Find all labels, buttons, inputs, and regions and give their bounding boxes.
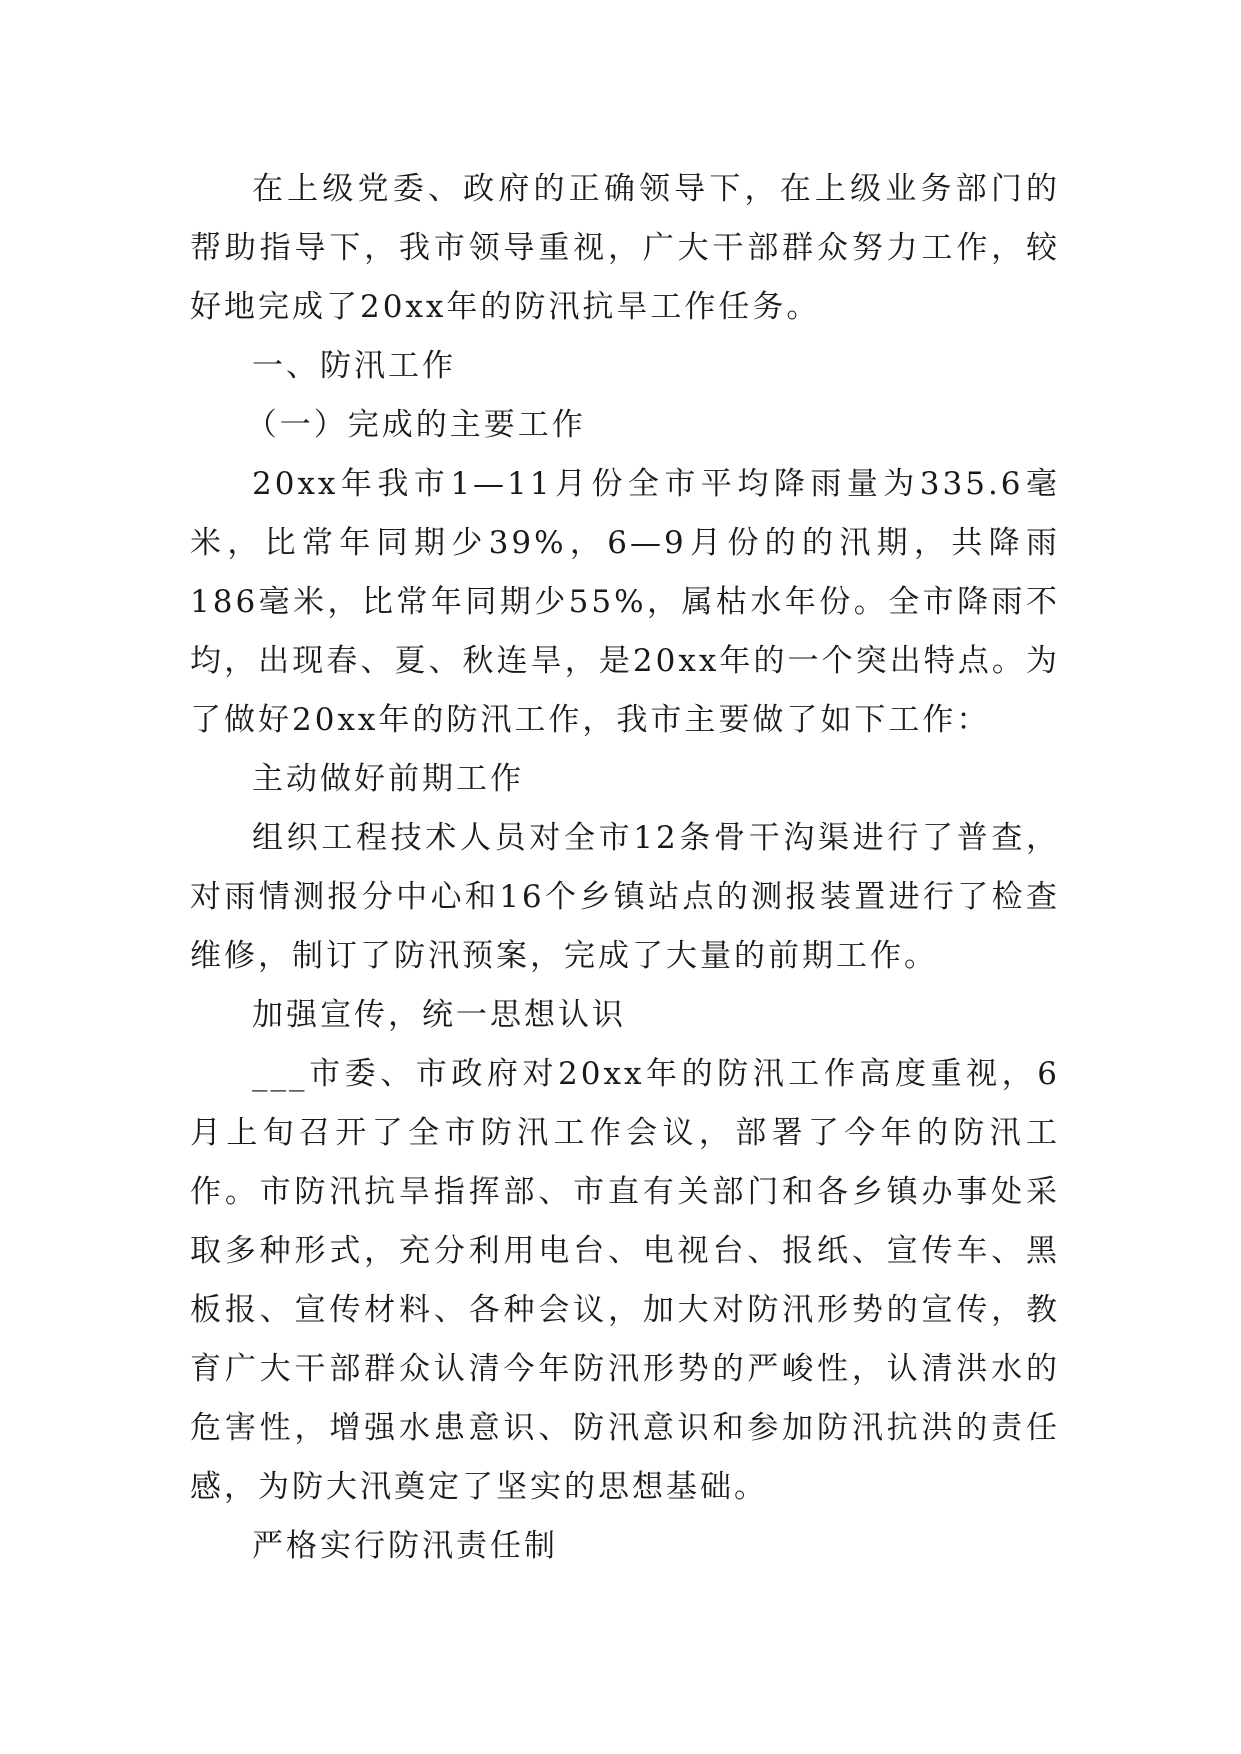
subsection-heading-main-work: （一）完成的主要工作 <box>245 407 586 443</box>
item-heading-publicity: 加强宣传，统一思想认识 <box>252 997 626 1033</box>
item-heading-responsibility: 严格实行防汛责任制 <box>252 1528 558 1564</box>
document-body <box>190 160 1060 1576</box>
paragraph-intro: 在上级党委、政府的正确领导下，在上级业务部门的帮助指导下，我市领导重视，广大干部群众努力工作，较好地完成了20xx年的防汛抗旱工作任务。 <box>190 171 1060 325</box>
item-heading-preliminary-work: 主动做好前期工作 <box>252 761 524 797</box>
paragraph-publicity: ___市委、市政府对20xx年的防汛工作高度重视，6月上旬召开了全市防汛工作会议，部署了今年的防汛工作。市防汛抗旱指挥部、市直有关部门和各乡镇办事处采取多种形式，充分利用电台、电视台、报纸、宣传车、黑板报、宣传材料、各种会议，加大对防汛形势的宣传，教育广大干部群众认清今年防汛形势的严峻性，认清洪水的危害性，增强水患意识、防汛意识和参加防汛抗洪的责任感，为防大汛奠定了坚实的思想基础。 <box>190 1056 1060 1505</box>
section-heading-flood-control: 一、防汛工作 <box>252 348 456 384</box>
paragraph-preliminary-work: 组织工程技术人员对全市12条骨干沟渠进行了普查，对雨情测报分中心和16个乡镇站点的测报装置进行了检查维修，制订了防汛预案，完成了大量的前期工作。 <box>190 820 1060 974</box>
paragraph-rainfall: 20xx年我市1—11月份全市平均降雨量为335.6毫米，比常年同期少39%，6—9月份的的汛期，共降雨186毫米，比常年同期少55%，属枯水年份。全市降雨不均，出现春、夏、秋连旱，是20xx年的一个突出特点。为了做好20xx年的防汛工作，我市主要做了如下工作： <box>190 466 1060 738</box>
